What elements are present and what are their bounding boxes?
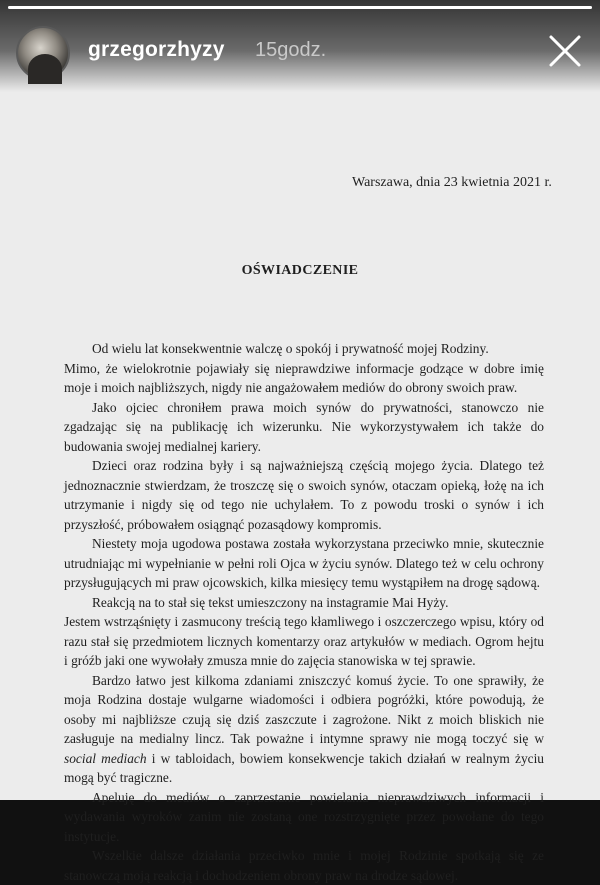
close-icon (548, 34, 582, 68)
paragraph: Wszelkie dalsze działania przeciwko mnie i mojej Rodzinie spotkają się ze stanowczą moją reakcją i dochodzeniem obrony praw na drodze sądowej. (64, 848, 544, 883)
document-title: OŚWIADCZENIE (241, 263, 359, 278)
emphasis-text: social mediach (64, 750, 147, 766)
paragraph: Mimo, że wielokrotnie pojawiały się nieprawdziwe informacje godzące w dobre imię moje i moich najbliższych, nigdy nie angażowałem mediów do obrony swoich praw. (64, 360, 544, 395)
paragraph: Jako ojciec chroniłem prawa moich synów do prywatności, stanowczo nie zgadzając się na publikację ich wizerunku. Nie wykorzystywałem ich także do budowania swojej medialnej kariery. (64, 399, 544, 454)
document-body (64, 339, 544, 885)
story-progress-bar (8, 6, 592, 9)
story-timestamp: 15godz. (255, 39, 327, 61)
paragraph: Reakcją na to stał się tekst umieszczony na instagramie Mai Hyży. (92, 594, 449, 610)
paragraph: Jestem wstrząśnięty i zasmucony treścią tego kłamliwego i oszczerczego wpisu, który od razu stał się przedmiotem licznych komentarzy oraz artykułów w mediach. Ogrom hejtu i gróźb jaki one wywołały zmusza mnie do zajęcia stanowiska w tej sprawie. (64, 614, 544, 668)
close-button[interactable] (548, 34, 582, 68)
paragraph: Od wielu lat konsekwentnie walczę o spokój i prywatność mojej Rodziny. (92, 341, 489, 356)
paragraph: Apeluję do mediów o zaprzestanie powielania nieprawdziwych informacji i wydawania wyroków zanim nie zostaną one rozstrzygnięte przez powołane do tego instytucje. (64, 789, 544, 844)
paragraph: Bardzo łatwo jest kilkoma zdaniami zniszczyć komuś życie. To one sprawiły, że moja Rodzina dostaje wulgarne wiadomości i odbiera pogróżki, które powodują, że osoby mi najbliższe czują się dziś zaszczute i zagrożone. Nikt z moich bliskich nie zasługuje na medialny lincz. Tak poważne i intymne sprawy nie mogą toczyć się w social mediach i w tabloidach, bowiem konsekwencje takich działań w realnym życiu mogą być tragiczne. (64, 672, 544, 785)
document-date: Warszawa, dnia 23 kwietnia 2021 r. (352, 175, 552, 190)
story-header (0, 0, 600, 92)
paragraph: Dzieci oraz rodzina były i są najważniejszą częścią mojego życia. Dlatego też jednoznacznie stwierdzam, że troszczę się o swoich synów, otaczam opieką, łożę na ich utrzymanie i nigdy się od tego nie uchylałem. To z powodu troski o synów i ich przyszłość, próbowałem osiągnąć pozasądowy kompromis. (64, 458, 544, 532)
paragraph: Niestety moja ugodowa postawa została wykorzystana przeciwko mnie, skutecznie utrudniając mi wypełnianie w pełni roli Ojca w życiu synów. Dlatego też w celu ochrony przysługujących mi praw ojcowskich, kilka miesięcy temu wystąpiłem na drogę sądową. (64, 536, 544, 590)
username[interactable]: grzegorzhyzy (88, 38, 225, 61)
avatar[interactable] (16, 26, 70, 80)
story-progress-fill (8, 6, 592, 9)
